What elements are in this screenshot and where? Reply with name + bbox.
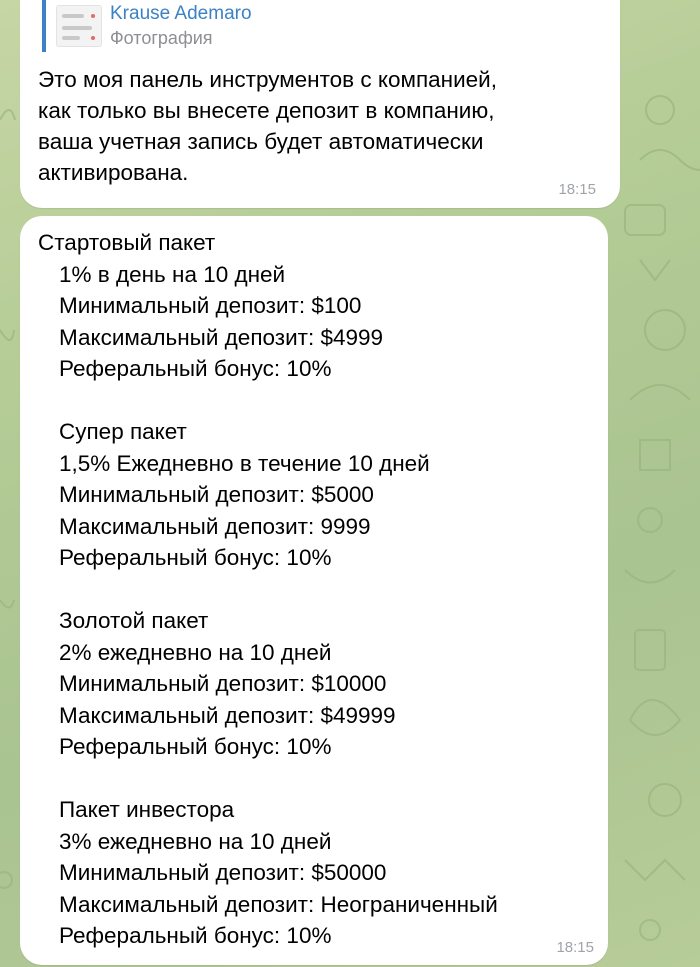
package-rate: 2% ежедневно на 10 дней [59, 639, 332, 665]
package-min-deposit: Минимальный депозит: $10000 [59, 671, 387, 696]
package-referral-bonus: Реферальный бонус: 10% [59, 545, 332, 570]
package-max-deposit: Максимальный депозит: 9999 [59, 513, 371, 539]
package-referral-bonus: Реферальный бонус: 10% [59, 734, 332, 759]
package-max-deposit: Максимальный депозит: $49999 [59, 702, 396, 728]
message-bubble-incoming[interactable] [20, 216, 608, 965]
message-timestamp: 18:15 [558, 181, 596, 198]
package-min-deposit: Минимальный депозит: $50000 [59, 860, 387, 885]
reply-media-type: Фотография [110, 28, 213, 48]
package-min-deposit: Минимальный депозит: $5000 [59, 482, 374, 507]
package-max-deposit: Максимальный депозит: Неограниченный [59, 891, 498, 917]
package-name: Пакет инвестора [59, 797, 235, 822]
message-timestamp: 18:15 [556, 939, 594, 956]
package-rate: 1,5% Ежедневно в течение 10 дней [59, 450, 430, 476]
package-name: Золотой пакет [59, 608, 209, 633]
message-text: Это моя панель инструментов с компанией, как только вы внесете депозит в компанию, ваша учетная запись будет автоматически активирована. [38, 67, 497, 185]
message-bubble-incoming[interactable] [20, 0, 620, 208]
package-min-deposit: Минимальный депозит: $100 [59, 293, 362, 318]
package-max-deposit: Максимальный депозит: $4999 [59, 324, 384, 350]
photo-thumbnail-icon [56, 5, 102, 47]
package-rate: 3% ежедневно на 10 дней [59, 828, 332, 854]
reply-author-name: Krause Ademaro [110, 3, 252, 24]
package-list-title: Стартовый пакет [38, 230, 216, 255]
package-referral-bonus: Реферальный бонус: 10% [59, 356, 332, 381]
package-name: Супер пакет [59, 419, 187, 444]
reply-preview[interactable] [42, 0, 342, 52]
package-referral-bonus: Реферальный бонус: 10% [59, 923, 332, 948]
package-rate: 1% в день на 10 дней [59, 261, 286, 287]
message-text [38, 227, 608, 952]
